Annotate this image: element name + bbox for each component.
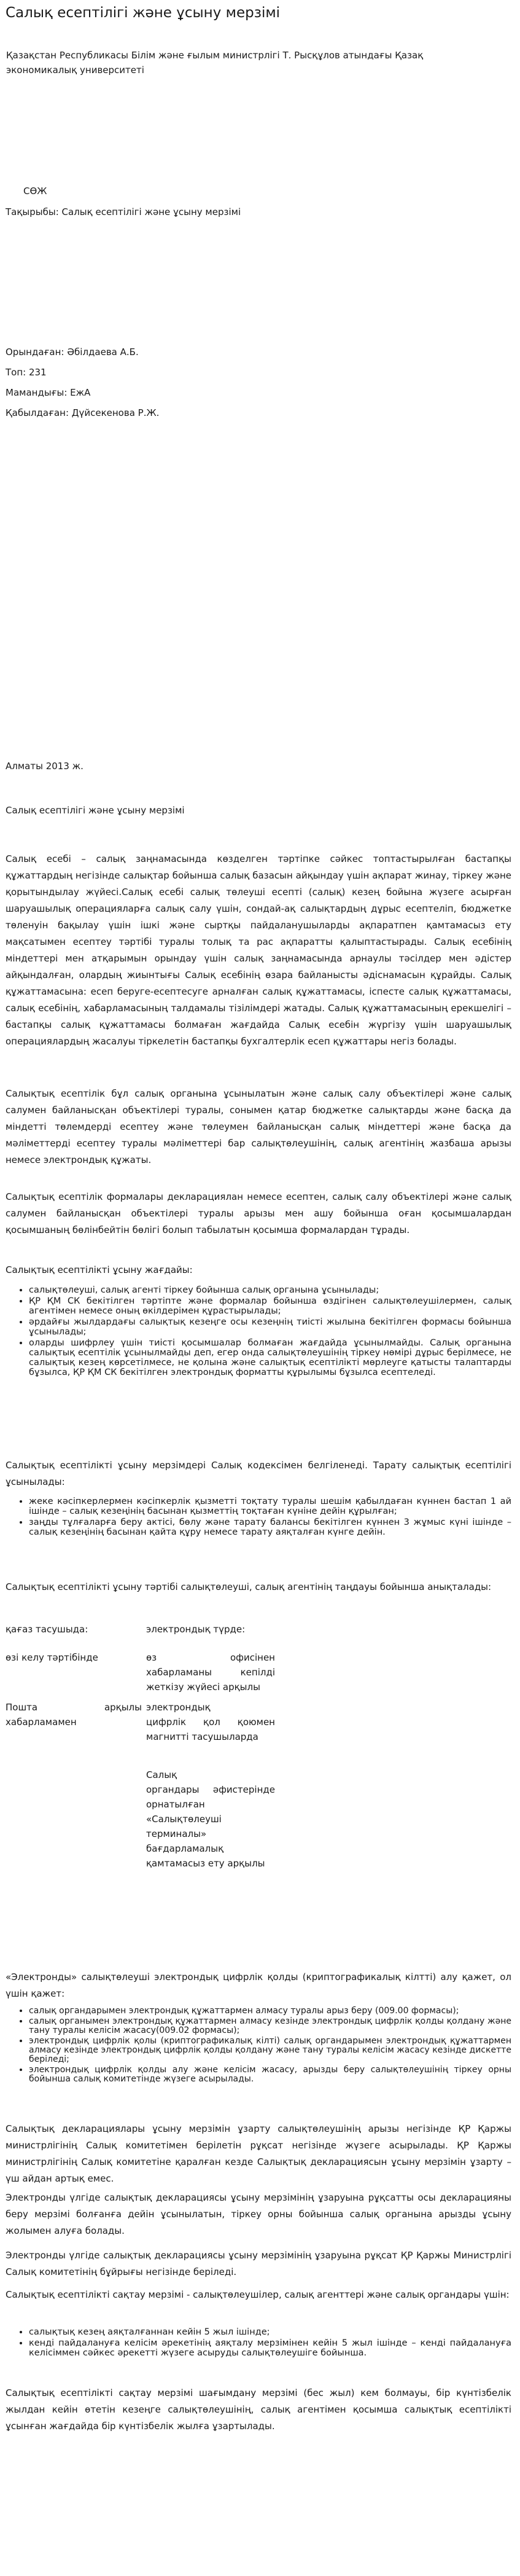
checker-line: Қабылдаған: Дүйсекенова Р.Ж. (6, 407, 160, 418)
specialty-line: Мамандығы: ЕжА (6, 387, 91, 398)
bullet-list-signature (6, 2006, 511, 2085)
list-item: • электрондық цифрлік қолды алу және келісім жасасу, арызды беру салықтөлеушінің тіркеу орны бойынша салық комитетінде жүзеге асырылады. (29, 2065, 511, 2084)
row2-left: Пошта арқылы хабарламамен (6, 1702, 142, 1728)
bullet-list-conditions (6, 1285, 511, 1379)
list-item: • жеке кәсіпкерлермен кәсіпкерлік қызметті тоқтату туралы шешім қабылдаған күннен бастап 1 ай ішінде – салық кезеңінің басынан қызметтің тоқтаған күніне дейін құрылған; (29, 1497, 511, 1516)
list-item: • оларды шифрлеу үшін тиісті қосымшалар болмаған жағдайда ұсынылмайды. Салық органына салықтық есептілік ұсынылмайды деп, егер онда салықтөлеушінің тіркеу нөмірі дұрыс берілмесе, не салықтық кезең көрсетілмесе, не қолына және салықтық есептілікті мөрлеуге қатысты талаптарды бұзылса, ҚР ҚМ СК бекітілген электрондық форматты құрылымы бұзылса есептеледі. (29, 1338, 511, 1377)
label-electronic: электрондық түрде: (146, 1624, 246, 1635)
paragraph-report-forms: Салықтық есептілік формалары декларациялан немесе есептен, салық салу объектілері және салық салумен байланысқан объектілері туралы арызы мен ашу бойынша оған қосымшалардан қосымшаның бөлінбейтін бөлігі болып табылатын қосымша формалардан тұрады. (6, 1191, 511, 1235)
label-paper: қағаз тасушыда: (6, 1624, 88, 1635)
list-item: • ҚР ҚМ СК бекітілген тәртіпте және формалар бойынша өздігінен салықтөлеушілермен, салық агентімен немесе оның өкілдерімен құрастырылады; (29, 1296, 511, 1316)
bullet-list-storage (6, 2327, 511, 2359)
row1-right: өз офисінен хабарламаны кепілді жеткізу жүйесі арқылы (146, 1652, 275, 1693)
sowzh-label: СӨЖ (23, 186, 47, 197)
bullet-list-liquidation (6, 1497, 511, 1538)
row3-right: Салық органдары әфистерінде орнатылған «Салықтөлеуші терминалы» бағдарламалық қамтамасыз ету арқылы (146, 1769, 275, 1869)
list-item: • салықтық кезең аяқталғаннан кейін 5 жыл ішінде; (29, 2327, 511, 2337)
topic-line: Тақырыбы: Салық есептілігі және ұсыну мерзімі (6, 206, 241, 217)
author-line: Орындаған: Әбілдаева А.Б. (6, 346, 139, 358)
list-item: • әрдайғы жылдардағы салықтық кезеңге осы кезеңнің тиісті жылына бекітілген формасы бойынша ұсынылады; (29, 1317, 511, 1337)
paragraph-storage-extension: Салықтық есептілікті сақтау мерзімі шағымдану мерзімі (бес жыл) кем болмауы, бір күнтізбелік жылдан кейін өтетін кезеңге салықтөлеушінің, салық агентімен қосымша салықтық есептілікті ұсынған жағдайда бір күнтізбелік жылға ұзартылады. (6, 2387, 511, 2432)
list-item: • салық органдарымен электрондық құжаттармен алмасу туралы арыз беру (009.00 формасы); (29, 2006, 511, 2016)
paragraph-ministry-order: Электронды үлгіде салықтық декларациясы ұсыну мерзімінің ұзаруына рұқсат ҚР Қаржы Министрлігі Салық комитетінің бұйрығы негізінде беріледі. (6, 2250, 511, 2277)
list-item: • салықтөлеуші, салық агенті тіркеу бойынша салық органына ұсынылады; (29, 1285, 511, 1295)
row1-left: өзі келу тәртібінде (6, 1652, 98, 1663)
paragraph-submission-order: Салықтық есептілікті ұсыну тәртібі салықтөлеуші, салық агентінің таңдауы бойынша анықталады: (6, 1581, 492, 1592)
list-item: • электрондық цифрлік қолы (криптографикалық кілті) салық органдарымен электрондық құжаттармен алмасу кезінде электрондық цифрлік қолды қолдану және тану туралы келісім жасасу кезінде дискетте беріледі; (29, 2037, 511, 2064)
ministry-line: Қазақстан Республикасы Білім және ғылым министрлігі Т. Рысқұлов атындағы Қазақ экономикалық университеті (6, 50, 424, 76)
list-item: • кенді пайдалануға келісім әрекетінің аяқталу мерзімінен кейін 5 жыл ішінде – кенді пайдалануға келісіммен сәйкес әрекетті жүзеге асыруды салықтөлеушіге бойынша. (29, 2338, 511, 2358)
forms-intro: Салықтық есептілікті ұсыну жағдайы: (6, 1264, 193, 1275)
list-item: • заңды тұлғаларға беру актісі, бөлу және тарату балансы бекітілген күннен 3 жұмыс күні ішінде – салық кезеңінің басынан қайта құру немесе тарату аяқталған күнге дейін. (29, 1517, 511, 1537)
paragraph-tax-reporting: Салықтық есептілік бұл салық органына ұсынылатын және салық салу объектілері және салық салумен байланысқан объектілері туралы, сонымен қатар бюджетке салықтарды және басқа да міндетті төлемдерді есептеу және төлеумен байланысқан салық міндеттері және басқа да мәліметтерді есептеу туралы мәліметтері бар салықтөлеушінің, салық агентінің жазбаша арызы немесе электрондық құжаты. (6, 1088, 511, 1165)
list-item: • салық органымен электрондық құжаттармен алмасу кезінде электрондық цифрлік қолды қолдану және тану туралы келісім жасасу(009.02 формасы); (29, 2017, 511, 2035)
document-title: Салық есептілігі және ұсыну мерзімі (6, 5, 281, 21)
paragraph-extension: Салықтық декларациялары ұсыну мерзімін ұзарту салықтөлеушінің арызы негізінде ҚР Қаржы министрлігінің Салық комитетімен берілетін рұқсат негізінде жүзеге асырылады. ҚР Қаржы министрлігінің Салық комитетіне қаралған кезде Салықтық декларациясын ұсыну мерзімін ұзарту – үш айдан артық емес. (6, 2123, 511, 2184)
paragraph-electronic-signature: «Электронды» салықтөлеуші электрондық цифрлік қолды (криптографикалық кілтті) алу қажет, ол үшін қажет: (6, 1971, 511, 1999)
group-line: Топ: 231 (6, 367, 47, 378)
section-subtitle: Салық есептілігі және ұсыну мерзімі (6, 805, 185, 816)
paragraph-electronic-extension: Электронды үлгіде салықтық декларациясы ұсыну мерзімінің ұзаруына рұқсатты осы декларацияны беру мерзімі болғанға дейін ұсынылатын, тіркеу орны бойынша салық органына арызды ұсыну жолымен алуға болады. (6, 2192, 511, 2236)
paragraph-storage: Салықтық есептілікті сақтау мерзімі - салықтөлеушілер, салық агенттері және салық органдары үшін: (6, 2289, 510, 2300)
paragraph-tax-accounting: Салық есебі – салық заңнамасында көзделген тәртіпке сәйкес топтастырылған бастапқы құжаттардың негізінде салықтар бойынша салық базасын айқындау үшін ақпарат жинау, тіркеу және қорытындылау жүйесі.Салық есебі салық төлеуші есепті (салық) кезең бойына жүзеге асырған шаруашылық операцияларға салық салу үшін, сондай-ақ салықтардың дұрыс есептеліп, бюджетке төленуін бақылау үшін ішкі және сыртқы пайдаланушыларды ақпаратпен қамтамасыз ету мақсатымен есептеу тәртібі туралы толық та рас ақпаратты қалыптастырады. Салық есебінің міндеттері мен атқарымын орындау үшін салық заңнамасында арнаулы тәсілдер мен әдістер айқындалған, олардың жиынтығы Салық есебінің өзара байланысты әдіснамасын құрайды. Салық құжаттамасына: есеп беруге-есептесуге арналған салық құжаттамасы, іспесте салық құжаттамасы, салық есебінің, хабарламасының талдамалы тізілімдері жатады. Салық құжаттамасының ерекшелігі – бастапқы салық құжаттамасы болмаған жағдайда Салық есебін жүргізу үшін шаруашылық операциялардың жасалуы тіркелетін бастапқы бухгалтерлік есеп құжаттары негіз болады. (6, 853, 511, 1047)
paragraph-deadlines: Салықтық есептілікті ұсыну мерзімдері Салық кодексімен белгіленеді. Тарату салықтық есептілігі ұсынылады: (6, 1460, 511, 1487)
city-year: Алматы 2013 ж. (6, 761, 83, 772)
row2-right: электрондық цифрлік қол қоюмен магнитті тасушыларда (146, 1702, 275, 1742)
